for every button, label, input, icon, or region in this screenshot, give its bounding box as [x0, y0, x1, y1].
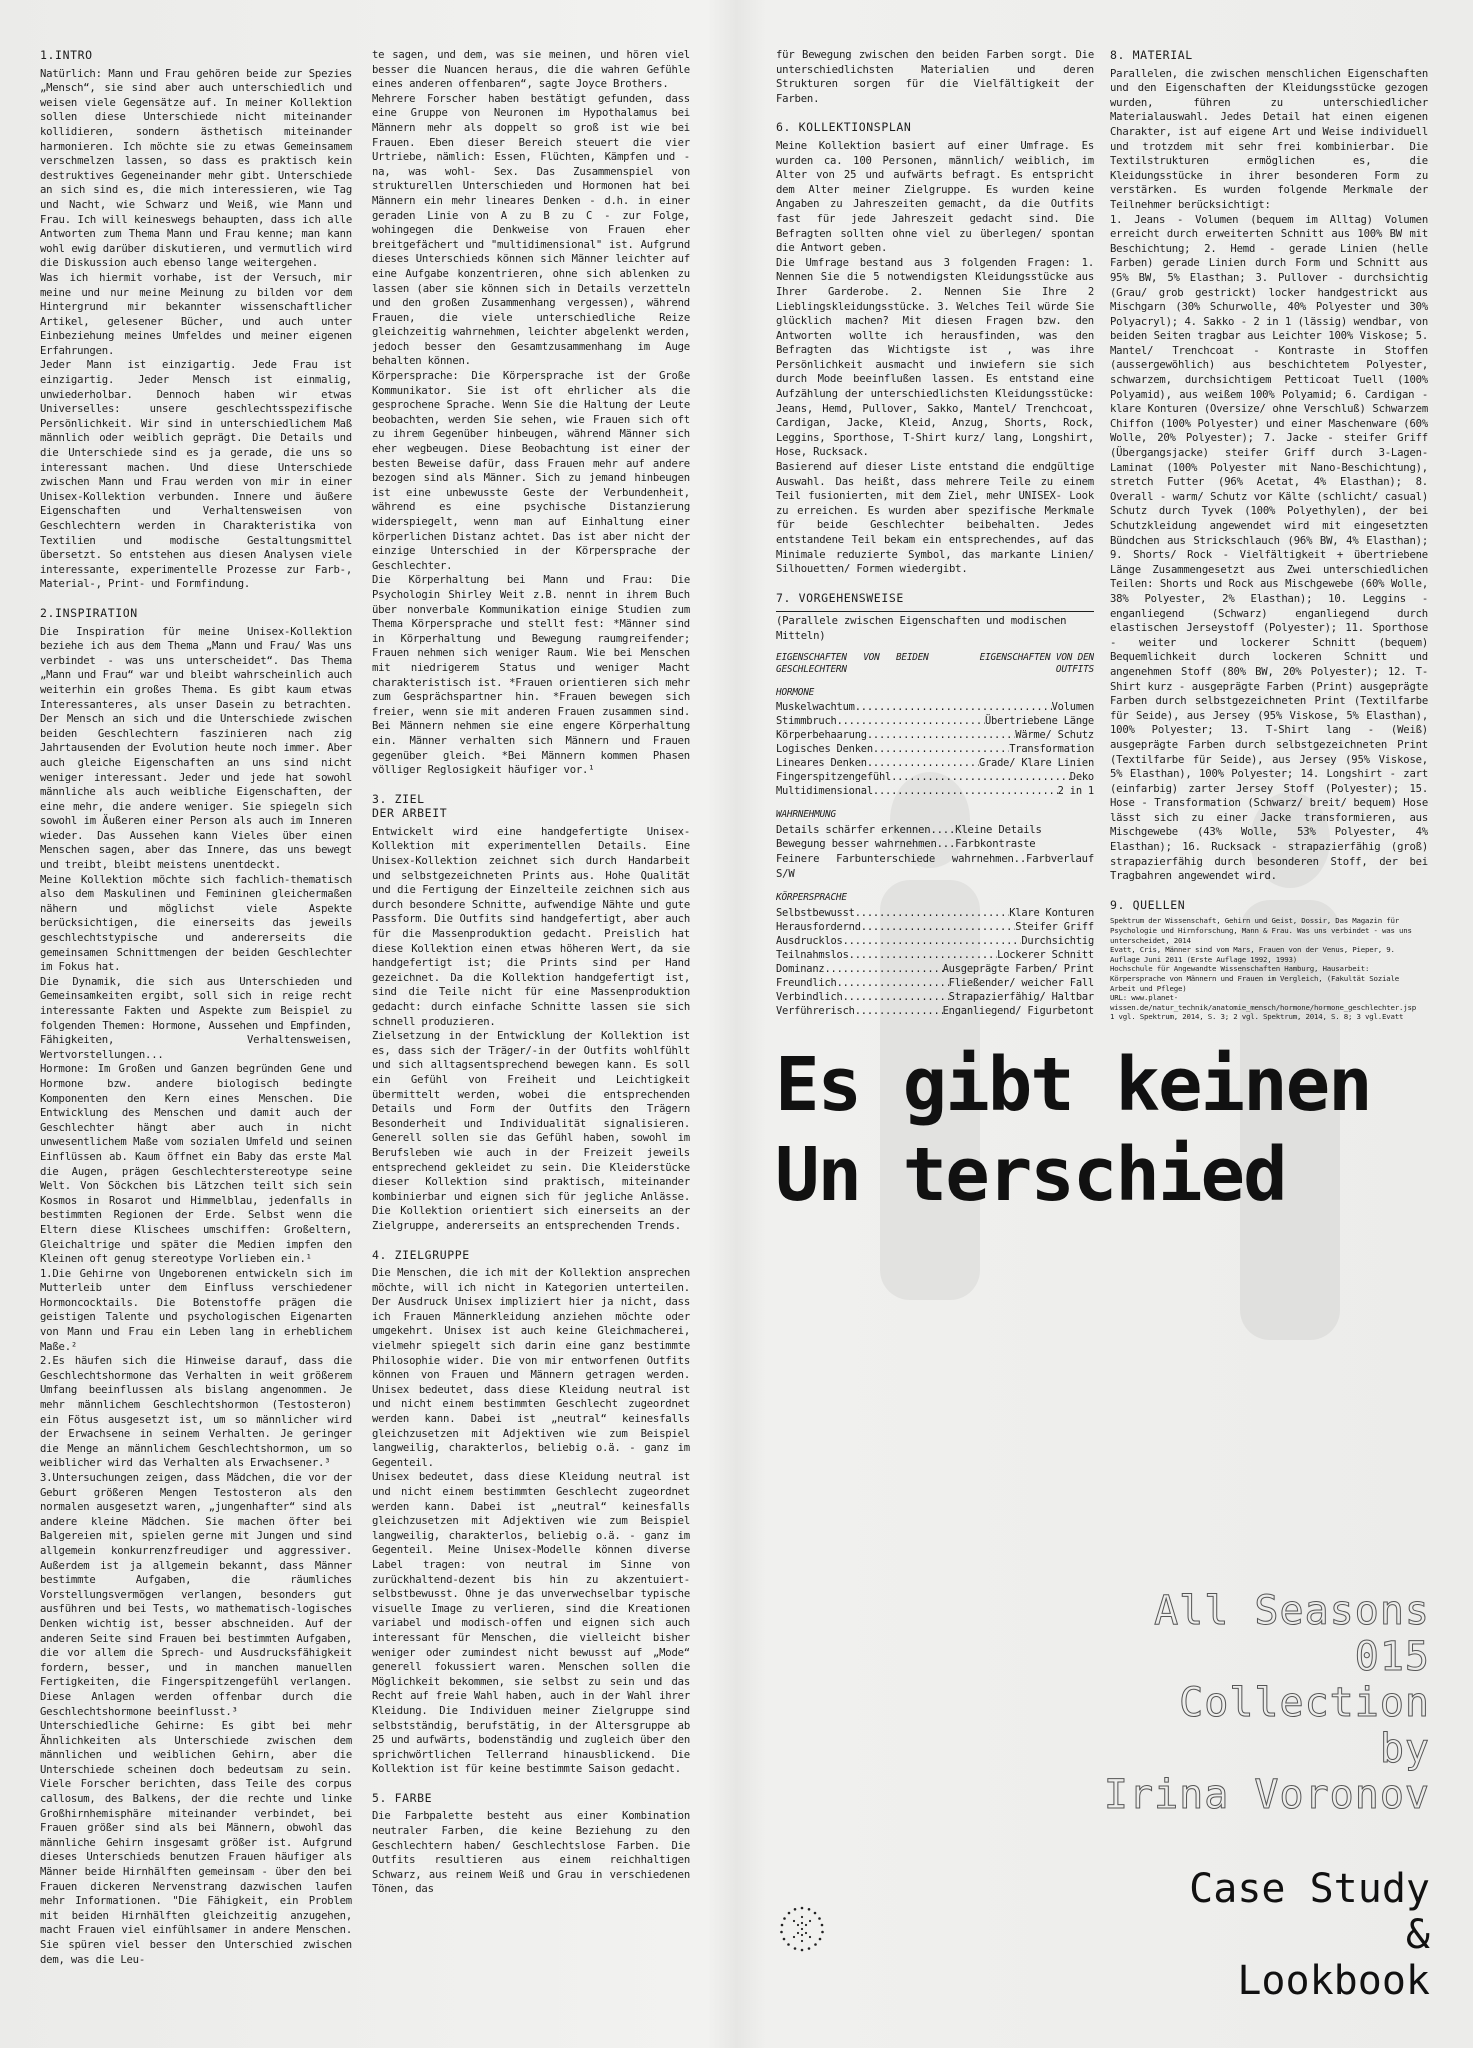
row-trait: Multidimensional [776, 785, 873, 798]
row-trait: Ausdrucklos [776, 934, 843, 947]
table-row: Feinere Farbunterschiede wahrnehmen..Farbverlauf S/W [776, 852, 1094, 880]
row-trait: Selbstbewusst [776, 906, 855, 919]
paragraph: Körpersprache: Die Körpersprache ist der Große Kommunikator. Sie ist oft ehrlicher als die gesprochene Sprache. Wenn Sie die Haltung der Leute beobachten, werden Sie sehen, wie Frauen sich oft zu ihrem Gegenüber hinbeugen, während Männer sich eher wegbeugen. Diese Beobachtung ist einer der besten Beweise dafür, dass Frauen mehr auf andere bezogen sind als Männer. Sich zu jemand hinbeugen ist eine unbewusste Geste der Verbundenheit, während es eine psychische Distanzierung widerspiegelt, wenn man auf Einhaltung einer körperlichen Distanz achtet. Das ist aber nicht der einzige Unterschied in der Körpersprache der Geschlechter. [372, 370, 690, 572]
section-heading-kollektionsplan: 6. KOLLEKTIONSPLAN [776, 120, 912, 135]
row-trait: Herausfordernd [776, 920, 861, 933]
row-trait: Körperbehaarung [776, 729, 867, 742]
table-row [776, 906, 1094, 920]
divider [776, 611, 1094, 612]
table-header-right: EIGENSCHAFTEN VON DEN OUTFITS [979, 651, 1094, 675]
paragraph: Die Farbpalette besteht aus einer Kombination neutraler Farben, die keine Beziehung zu den Geschlechtern haben/ Geschlechtslose Farben. Die Outfits resultieren aus einem reichhaltigen Schwarz, aus reinem Weiß und Grau in verschiedenen Tönen, das [372, 1810, 690, 1896]
outline-line: Collection [1179, 1680, 1430, 1726]
dotted-circle-logo-icon [778, 1905, 826, 1953]
paragraph: Jeder Mann ist einzigartig. Jede Frau ist einzigartig. Jeder Mensch ist einmalig, unwiederholbar. Dennoch haben wir etwas Universelles: unsere geschlechtsspezifische Persönlichkeit. Wir sind in unterschiedlichem Maß männlich oder weiblich geprägt. Die Details und die Unterschiede sind es ja gerade, die uns so interessant machen. Und diese Unterschiede zwischen Mann und Frau werden von mir in einer Unisex-Kollektion verbunden. Innere und äußere Eigenschaften und Verhaltensweisen von Geschlechtern werden in Charakteristika von Textilien und modische Gestaltungsmittel übersetzt. So entstehen aus diesen Analysen viele interessante, experimentelle Prozesse zur Farb-, Material-, Print- und Formfindung. [40, 359, 352, 591]
paragraph: 3.Untersuchungen zeigen, dass Mädchen, die vor der Geburt größeren Mengen Testosteron als den normalen ausgesetzt waren, „jungenhafter“ sind als andere kleine Mädchen. Sie machen öfter bei Balgereien mit, spielen gerne mit Jungen und sind allgemein konkurrenzfreudiger und aggressiver. Außerdem ist ja allgemein bekannt, dass Männer bestimmte Aufgaben, die räumliches Vorstellungsvermögen verlangen, besonders gut ausführen und bei Tests, wo mathematisch-logisches Denken wichtig ist, besser abschneiden. Auf der anderen Seite sind Frauen bei bestimmten Aufgaben, die vor allem die Sprech- und Ausdrucksfähigkeit fordern, besser, und in manchen manuellen Fertigkeiten, die Fingerspitzengefühl verlangen. Diese Anlagen werden offenbar durch die Geschlechtshormone beeinflusst.³ [40, 1472, 352, 1718]
table-row [776, 948, 1094, 962]
row-outfit-property: Übertriebene Länge [984, 715, 1094, 728]
table-row: Details schärfer erkennen....Kleine Details [776, 823, 1042, 836]
paragraph: Entwickelt wird eine handgefertigte Unisex-Kollektion mit experimentellen Details. Eine Unisex-Kollektion zeichnet sich durch Handarbeit und selbstgezeichneten Prints aus. Hohe Qualität und die Fertigung der Einzelteile zeichnen sich aus durch besondere Schnitte, aufwendige Nähte und gute Passform. Die Outfits sind handgefertigt, aber auch für die Massenproduktion gedacht. Preislich hat diese Kollektion einen etwas höheren Wert, da sie handgefertigt ist; die Prints sind per Hand gezeichnet. Da die Kollektion handgefertigt ist, sind die Teile nicht für eine Massenproduktion gedacht: durch einfache Schnitte lassen sie sich schnell produzieren. [372, 825, 690, 1028]
section-heading-farbe: 5. FARBE [372, 1790, 433, 1805]
section-heading-intro: 1.INTRO [40, 48, 93, 62]
row-outfit-property: Enganliegend/ Figurbetont [942, 1004, 1094, 1017]
row-trait: Lineares Denken [776, 757, 867, 770]
table-row [776, 990, 1094, 1004]
section-heading-material: 8. MATERIAL [1110, 48, 1193, 62]
paragraph: Natürlich: Mann und Frau gehören beide zur Spezies „Mensch“, sie sind aber auch unterschiedlich und weisen viele Gegensätze auf. In meiner Kollektion sollen diese Unterschiede nicht miteinander kollidieren, sondern ästhetisch miteinander harmonieren. Ich möchte sie zu etwas Gemeinsamem verschmelzen lassen, so dass es praktisch kein destruktives Gegeneinander mehr gibt. Unterschiede an sich sind es, die mich interessieren, wie Tag und Nacht, wie Schwarz und Weiß, wie Mann und Frau. Ich will keineswegs behaupten, dass ich alle Antworten zum Thema Mann und Frau kenne; man kann wohl ewig darüber diskutieren, und vermutlich wird die Diskussion auch ebenso lange weitergehen. [40, 67, 352, 270]
row-leader-dots [855, 1004, 943, 1018]
paragraph: Mehrere Forscher haben bestätigt gefunden, dass eine Gruppe von Neuronen im Hypothalamus bei Männern mehr als doppelt so groß ist wie bei Frauen. Eben dieser Bereich steuert die vier Urtriebe, nämlich: Essen, Flüchten, Kämpfen und - na, was wohl- Sex. Das Zusammenspiel von strukturellen Unterschieden und Hormonen hat bei Männern ein mehr lineares Denken - d.h. in einer geraden Linie von A zu B zu C - zur Folge, wohingegen die Denkweise von Frauen eher breitgefächert und "multidimensional" ist. Aufgrund dieses Unterschieds können sich Männer leichter auf eine Aufgabe konzentrieren, ohne sich ablenken zu lassen (aber sie können sich in Details verzetteln und den großen Zusammenhang vergessen), während Frauen, die viele unterschiedliche Reize gleichzeitig wahrnehmen, leichter abgelenkt werden, jedoch besser den Gesamtzusammenhang im Auge behalten können. [372, 92, 690, 368]
source-entry: 1 vgl. Spektrum, 2014, S. 3; 2 vgl. Spektrum, 2014, S. 8; 3 vgl.Evatt [1110, 1012, 1404, 1022]
subtitle-line: Lookbook [1237, 1958, 1430, 2004]
table-row [776, 756, 1094, 770]
row-leader-dots [855, 906, 1009, 920]
row-outfit-property: 2 in 1 [1057, 785, 1094, 798]
table-row [776, 728, 1094, 742]
paragraph: Die Menschen, die ich mit der Kollektion ansprechen möchte, will ich nicht in Kategorien unterteilen. Der Ausdruck Unisex impliziert hier ja nicht, dass ich Frauen Männerkleidung anziehen möchte oder umgekehrt. Unisex ist auch keine Gleichmacherei, vielmehr spiegelt sich darin eine ganz bestimmte Philosophie wider. Die von mir entworfenen Outfits können von Frauen und Männern getragen werden. Unisex bedeutet, dass diese Kleidung neutral ist und nicht einem bestimmten Geschlecht zugeordnet werden kann. Dabei ist „neutral“ keinesfalls gleichzusetzen mit Adjektiven wie zum Beispiel langweilig, charakterlos, beliebig o.ä. - ganz im Gegenteil. [372, 1267, 690, 1469]
subtitle-line: & [1405, 1912, 1430, 1958]
paragraph: Die Umfrage bestand aus 3 folgenden Fragen: 1. Nennen Sie die 5 notwendigsten Kleidungsstücke aus Ihrer Garderobe. 2. Nennen Sie Ihre 2 Lieblingskleidungsstücke. 3. Welches Teil würde Sie glücklich machen? Mit diesen Fragen bzw. den Antworten wollte ich herausfinden, was den Befragten das Wichtigste ist , was ihre Persönlichkeit ausmacht und inwiefern sie sich durch Mode beeinflußen lassen. Es entstand eine Aufzählung der unterschiedlichsten Kleidungsstücke: Jeans, Hemd, Pullover, Sakko, Mantel/ Trenchcoat, Cardigan, Jacke, Kleid, Anzug, Shorts, Rock, Leggins, Sporthose, T-Shirt kurz/ lang, Longshirt, Hose, Rucksack. [776, 256, 1094, 459]
paragraph: Die Inspiration für meine Unisex-Kollektion beziehe ich aus dem Thema „Mann und Frau/ Was uns verbindet - was uns unterscheidet“. Das Thema „Mann und Frau“ war und bleibt wahrscheinlich auch weiterhin ein großes Thema. Es gibt kaum etwas Interessanteres, als unser Dasein zu betrachten. Der Mensch an sich und die Unterschiede zwischen beiden Geschlechtern faszinieren nach zig Jahrtausenden der Evolution heute noch immer. Aber auch gleiche Eigenschaften an uns sind nicht weniger interessant. Jeder und jede hat sowohl männliche als auch weibliche Eigenschaften, der eine mehr, die andere weniger. Sie spiegeln sich sowohl im Äußeren einer Person als auch im Inneren wieder. Das Aussehen kann Vieles über einen Menschen sagen, aber das Innere, das uns bewegt und treibt, bleibt meistens unentdeckt. [40, 625, 352, 872]
table-header-left: EIGENSCHAFTEN VON BEIDEN GESCHLECHTERN [776, 651, 929, 675]
table-group-koerpersprache [776, 906, 1094, 1018]
table-row [776, 742, 1094, 756]
table-row [776, 700, 1094, 714]
source-entry: Spektrum der Wissenschaft, Gehirn und Geist, Dossir, Das Magazin für Psychologie und Hirnforschung, Mann & Frau. Was uns verbindet - was uns unterscheidet, 2014 [1110, 916, 1412, 945]
table-row [776, 976, 1094, 990]
table-group-hormone [776, 700, 1094, 798]
table-category: HORMONE [776, 686, 815, 698]
paragraph: te sagen, und dem, was sie meinen, und hören viel besser die Nuancen heraus, die die wahren Gefühle eines anderen offenbaren“, sagte Joyce Brothers. [372, 49, 690, 91]
source-entry: Evatt, Cris, Männer sind vom Mars, Frauen von der Venus, Pieper, 9. Auflage Juni 2011 (Erste Auflage 1992, 1993) [1110, 945, 1395, 964]
outline-line: All Seasons [1154, 1588, 1430, 1634]
row-leader-dots [824, 962, 942, 976]
row-trait: Verbindlich [776, 990, 843, 1003]
row-leader-dots [873, 784, 1058, 798]
cover-title: Es gibt keinen Un terschied [775, 1042, 1371, 1218]
paragraph: 2.Es häufen sich die Hinweise darauf, dass die Geschlechtshormone das Verhalten in weit größerem Umfang beeinflussen als bislang angenommen. Je mehr männlichem Geschlechtshormon (Testosteron) ein Fötus ausgesetzt ist, um so männlicher wird der Erwachsene in seinem Verhalten. Je geringer die Menge an männlichem Geschlechtshormon, um so weiblicher wird das Verhalten als Erwachsener.³ [40, 1355, 352, 1470]
row-outfit-property: Transformation [1009, 743, 1094, 756]
row-leader-dots [837, 714, 985, 728]
paragraph: Hormone: Im Großen und Ganzen begründen Gene und Hormone bzw. andere biologisch bedingte Komponenten den Kern eines Menschen. Die Entwicklung des Menschen und damit auch der Geschlechter hängt aber auch in nicht unwesentlichem Maße vom sozialen Umfeld und seinen Einflüssen ab. Kaum öffnet ein Baby das erste Mal die Augen, prägen Geschlechterstereotype seine Welt. Von Söckchen bis Lätzchen teilt sich sein Kosmos in Rosarot und Himmelblau, jedenfalls in bestimmten Regionen der Erde. Selbst wenn die Eltern diese Klischees umschiffen: Großeltern, Gleichaltrige und später die Medien impfen den Kleinen oft genug stereotype Vorlieben ein.¹ [40, 1063, 352, 1266]
section-heading-inspiration: 2.INSPIRATION [40, 605, 138, 620]
row-leader-dots [855, 700, 1052, 714]
paragraph: Meine Kollektion basiert auf einer Umfrage. Es wurden ca. 100 Personen, männlich/ weiblich, im Alter von 25 und aufwärts befragt. Es entspricht dem Alter meiner Zielgruppe. Es wurden keine Angaben zu Jahreszeiten gemacht, da die Outfits fast für jede Jahreszeit gedacht sind. Die Befragten sollten ohne viel zu überlegen/ spontan die Antwort geben. [776, 139, 1094, 255]
row-trait: Stimmbruch [776, 715, 837, 728]
row-leader-dots [843, 990, 949, 1004]
row-leader-dots [861, 920, 1015, 934]
section-heading-zielgruppe: 4. ZIELGRUPPE [372, 1247, 470, 1262]
paragraph: Unterschiedliche Gehirne: Es gibt bei mehr Ähnlichkeiten als Unterschiede zwischen dem männlichen und weiblichen Gehirn, aber die Unterschiede scheinen doch bedeutsam zu sein. Viele Forscher berichten, dass Teile des corpus callosum, des Balkens, der die rechte und linke Großhirnhemisphäre miteinander verbindet, bei Frauen größer sind als bei Männern, obwohl das männliche Gehirn insgesamt größer ist. Aufgrund dieses Unterschieds benutzen Frauen häufiger als Männer beide Hirnhälften gemeinsam - über den bei Frauen dickeren Nervenstrang dazwischen laufen mehr Informationen. "Die Fähigkeit, ein Problem mit beiden Hirnhälften gleichzeitig anzugehen, macht Frauen viel einfühlsamer in andere Menschen. Sie spüren viel besser den Unterschied zwischen dem, was die Leu- [40, 1720, 352, 1966]
row-outfit-property: Ausgeprägte Farben/ Print [942, 962, 1094, 975]
table-row [776, 714, 1094, 728]
row-trait: Dominanz [776, 962, 825, 975]
row-outfit-property: Durchsichtig [1021, 934, 1094, 947]
row-outfit-property: Klare Konturen [1009, 906, 1094, 919]
outline-line: by [1379, 1726, 1430, 1772]
paragraph: Was ich hiermit vorhabe, ist der Versuch, mir meine und nur meine Meinung zu bilden vor dem Hintergrund mir bekannter wissenschaftlicher Artikel, gelesener Bücher, und auch unter Einbeziehung meines Umfeldes und meiner eigenen Erfahrungen. [40, 271, 352, 357]
table-header [776, 652, 1094, 676]
column-2 [372, 48, 690, 2038]
row-outfit-property: Lockerer Schnitt [997, 948, 1094, 961]
row-trait: Teilnahmslos [776, 948, 849, 961]
paragraph: Parallelen, die zwischen menschlichen Eigenschaften und den Eigenschaften der Kleidungsstücke gezogen wurden, führen zu unterschiedlicher Materialauswahl. Jedes Detail hat einen eigenen Charakter, ist auf eigene Art und Weise individuell und trotzdem mit sehr frei kombinierbar. Die Textilstrukturen ermöglichen es, die Kleidungsstücke in ihrer besonderen Form zu verstärken. Es wurden folgende Merkmale der Teilnehmer berücksichtigt: [1110, 67, 1428, 211]
paragraph: 1. Jeans - Volumen (bequem im Alltag) Volumen erreicht durch erweiterten Schnitt aus 100% BW mit Beschichtung; 2. Hemd - gerade Linien (helle Farben) gerade Linien durch Form und Schnitt aus 95% BW, 5% Elasthan; 3. Pullover - durchsichtig (Grau/ grob gestrickt) locker handgestrickt aus Mischgarn (30% Schurwolle, 40% Polyester und 30% Polyacryl); 4. Sakko - 2 in 1 (lässig) wendbar, von beiden Seiten tragbar aus Leichter 100% Viskose; 5. Mantel/ Trenchcoat - Kontraste in Stoffen (aussergewöhlich) aus beschichtetem Polyester, schwarzem, durchsichtigem Petticoat Tuell (100% Polyamid), aus weißem 100% Polyamid; 6. Cardigan - klare Konturen (Oversize/ ohne Verschluß) Schwarzem Chiffon (100% Polyester) und einer Maschenware (60% Wolle, 20% Polyester); 7. Jacke - steifer Griff (Übergangsjacke) steifer Griff durch 3-Lagen-Laminat (100% Polyester mit Nano-Beschichtung), stretch Futter (96% Acetat, 4% Elasthan); 8. Overall - warm/ Schutz vor Kälte (schlicht/ casual) Schutz durch Tyvek (100% Polyethylen), der bei Schutzkleidung angewendet wird mit eingesetzten Bündchen aus Strickschlauch (96% BW, 4% Elasthan); 9. Shorts/ Rock - Vielfältigkeit + übertriebene Länge Zusammengesetzt aus Zwei unterschiedlichen Teilen: Shorts und Rock aus Mischgewebe (60% Wolle, 38% Polyester, 2% Elasthan); 10. Leggins - enganliegend (Schwarz) enganliegend durch elastischen Jerseystoff (Polyester); 11. Sporthose - weiter und lockerer Schnitt (bequem) Bequemlichkeit durch lockeren Schnitt und angenehmen Stoff (80% BW, 20% Polyester); 12. T-Shirt kurz - ausgeprägte Farben (Print) ausgeprägte Farben durch selbstgezeichneten Print (Textilfarbe für Seide), aus Jersey (95% Viskose, 5% Elasthan), 100% Polyester; 13. T-Shirt lang - (Weiß) ausgeprägte Farben durch selbstgezeichneten Print (Textilfarbe für Seide), aus Jersey (95% Viskose, 5% Elasthan), 100% Polyester; 14. Longshirt - zart (einfarbig) zarter Jersey Stoff (Polyester); 15. Hose - Transformation (Schwarz/ breit/ bequem) Hose lässt sich zu einer Jacke transformieren, aus Mischgewebe (43% Wolle, 53% Polyester, 4% Elasthan); 16. Rucksack - strapazierfähig (groß) strapazierfähig durch besonderen Stoff, der bei Tragbahren angewendet wird. [1110, 213, 1428, 883]
column-3 [776, 48, 1094, 1048]
column-1 [40, 48, 352, 2038]
cover-subtitle [1060, 1866, 1430, 2004]
row-outfit-property: Wärme/ Schutz [1015, 729, 1094, 742]
table-row [776, 962, 1094, 976]
subtitle-line: Case Study [1189, 1866, 1430, 1912]
cover-outline-text [1060, 1588, 1430, 1818]
row-outfit-property: Deko [1069, 771, 1094, 784]
outline-line: 015 [1354, 1634, 1430, 1680]
table-category: KÖRPERSPRACHE [776, 892, 847, 904]
paragraph: Unisex bedeutet, dass diese Kleidung neutral ist und nicht einem bestimmten Geschlecht zugeordnet werden kann. Dabei ist „neutral“ keinesfalls gleichzusetzen mit Adjektiven wie zum Beispiel langweilig, charakterlos, beliebig o.ä. - ganz im Gegenteil. Meine Unisex-Modelle können diverse Label tragen: von neutral im Sinne von zurückhaltend-dezent bis hin zu akzentuiert-selbstbewusst. Ohne je das unverwechselbar typische visuelle Image zu verlieren, sind die Kreationen variabel und modisch-offen und eignen sich auch interessant für Menschen, die vielleicht bisher weniger oder zumindest nicht bewusst auf „Mode“ generell fokussiert waren. Menschen sollen die Möglichkeit bekommen, sie selbst zu sein und das Recht auf freie Wahl haben, auch in der Wahl ihrer Kleidung. Die Individuen meiner Zielgruppe sind selbstständig, berufstätig, in der Altersgruppe ab 25 und aufwärts, bodenständig und zugleich über den sprichwörtlichen Tellerrand hinausblickend. Die Kollektion ist für keine bestimmte Saison gedacht. [372, 1471, 690, 1776]
row-outfit-property: Steifer Griff [1015, 920, 1094, 933]
table-row [776, 920, 1094, 934]
row-trait: Verführerisch [776, 1004, 855, 1017]
outline-line: Irina Voronov [1103, 1772, 1430, 1818]
row-leader-dots [873, 742, 1009, 756]
row-leader-dots [867, 756, 979, 770]
section-heading-vorgehensweise: 7. VORGEHENSWEISE [776, 590, 904, 605]
table-row [776, 770, 1094, 784]
paragraph: Die Körperhaltung bei Mann und Frau: Die Psychologin Shirley Weit z.B. nennt in ihrem Buch über nonverbale Kommunikation einige Studien zum Thema Körpersprache und stellt fest: *Männer sind in Körperhaltung und Bewegung raumgreifender; Frauen nehmen sich weniger Raum. Wie bei Menschen mit niedrigerem Status und weniger Macht charakteristisch ist. *Frauen orientieren sich mehr zum Gesprächspartner hin. *Frauen bewegen sich freier, wenn sie mit anderen Frauen zusammen sind. Bei Männern nehmen sie eine engere Körperhaltung ein. Männer verhalten sich Männern und Frauen gegenüber gleich. *Bei Männern kommen Phasen völliger Reglosigkeit häufiger vor.¹ [372, 574, 690, 777]
section-heading-ziel: 3. ZIEL [372, 791, 425, 806]
row-trait: Freundlich [776, 976, 837, 989]
paragraph: Basierend auf dieser Liste entstand die endgültige Auswahl. Das heißt, dass mehrere Teile zu einem Teil fusionierten, mit dem Ziel, mehr UNISEX- Look zu erreichen. Es wurden aber spezifische Merkmale für beide Geschlechter beibehalten. Jedes entstandene Teil bekam ein entsprechendes, auf das Minimale reduzierte Symbol, das markante Linien/ Silhouetten/ Formen wiedergibt. [776, 461, 1094, 576]
section-heading-quellen: 9. QUELLEN [1110, 897, 1186, 912]
table-row [776, 934, 1094, 948]
table-row [776, 1004, 1094, 1018]
row-trait: Muskelwachtum [776, 701, 855, 714]
table-row [776, 784, 1094, 798]
row-trait: Fingerspitzengefühl [776, 771, 892, 784]
row-leader-dots [891, 770, 1070, 784]
column-4 [1110, 48, 1428, 1048]
paragraph: Zielsetzung in der Entwicklung der Kollektion ist es, dass sich der Träger/-in der Outfits wohlfühlt und sich alltagsentsprechend bewegen kann. Es soll ein Gefühl von Freiheit und Leichtigkeit übermittelt werden, wobei die entsprechenden Details und Form der Outfits den Trägern Besonderheit und Individualität signalisieren. Generell sollen sie das Gefühl haben, sowohl im Berufsleben wie auch in der Freizeit jeweils entsprechend gekleidet zu sein. Die Kleiderstücke dieser Kollektion sind praktisch, miteinander kombinierbar und eignen sich für jegliche Anlässe. Die Kollektion orientiert sich einerseits an der Zielgruppe, andererseits an entsprechenden Trends. [372, 1030, 690, 1232]
source-entry: URL: www.planet-wissen.de/natur_technik/anatomie_mensch/hormone/hormone_geschlechter.jsp [1110, 993, 1416, 1012]
paragraph: Meine Kollektion möchte sich fachlich-thematisch also dem Maskulinen und Femininen gleichermaßen nähern und möglichst viele Aspekte berücksichtigen, die einerseits das jeweils geschlechtstypische und andererseits die gemeinsamen Schnittmengen der beiden Geschlechter im Fokus hat. [40, 873, 352, 974]
section-subtitle: (Parallele zwischen Eigenschaften und modischen Mitteln) [776, 615, 1067, 642]
row-leader-dots [867, 728, 1015, 742]
row-outfit-property: Strapazierfähig/ Haltbar [948, 990, 1094, 1003]
paragraph: 1.Die Gehirne von Ungeborenen entwickeln sich im Mutterleib unter dem Einfluss verschiedener Hormoncocktails. Die Botenstoffe prägen die geistigen Talente und psychologischen Eigenarten von Mann und Frau ein Leben lang in erheblichem Maße.² [40, 1267, 352, 1353]
row-trait: Logisches Denken [776, 743, 873, 756]
row-outfit-property: Grade/ Klare Linien [978, 757, 1094, 770]
table-row: Bewegung besser wahrnehmen...Farbkontraste [776, 838, 1036, 851]
row-outfit-property: Fließender/ weicher Fall [948, 976, 1094, 989]
table-category: WAHRNEHMUNG [776, 809, 836, 821]
row-leader-dots [849, 948, 997, 962]
section-heading-ziel-sub: DER ARBEIT [372, 806, 448, 821]
paragraph: für Bewegung zwischen den beiden Farben sorgt. Die unterschiedlichsten Materialien und deren Strukturen sorgen für die Vielfältigkeit der Farben. [776, 49, 1094, 105]
row-outfit-property: Volumen [1051, 701, 1094, 714]
source-entry: Hochschule für Angewandte Wissenschaften Hamburg, Hausarbeit: Körpersprache von Männern und Frauen im Vergleich, (Fakultät Soziale Arbeit und Pflege) [1110, 964, 1399, 993]
row-leader-dots [843, 934, 1022, 948]
row-leader-dots [837, 976, 949, 990]
paragraph: Die Dynamik, die sich aus Unterschieden und Gemeinsamkeiten ergibt, soll sich in reige recht interessante Fakten und Aspekte zum Beispiel zu folgenden Themen: Hormone, Aussehen und Empfinden, Fähigkeiten, Verhaltensweisen, Wertvorstellungen... [40, 975, 352, 1061]
